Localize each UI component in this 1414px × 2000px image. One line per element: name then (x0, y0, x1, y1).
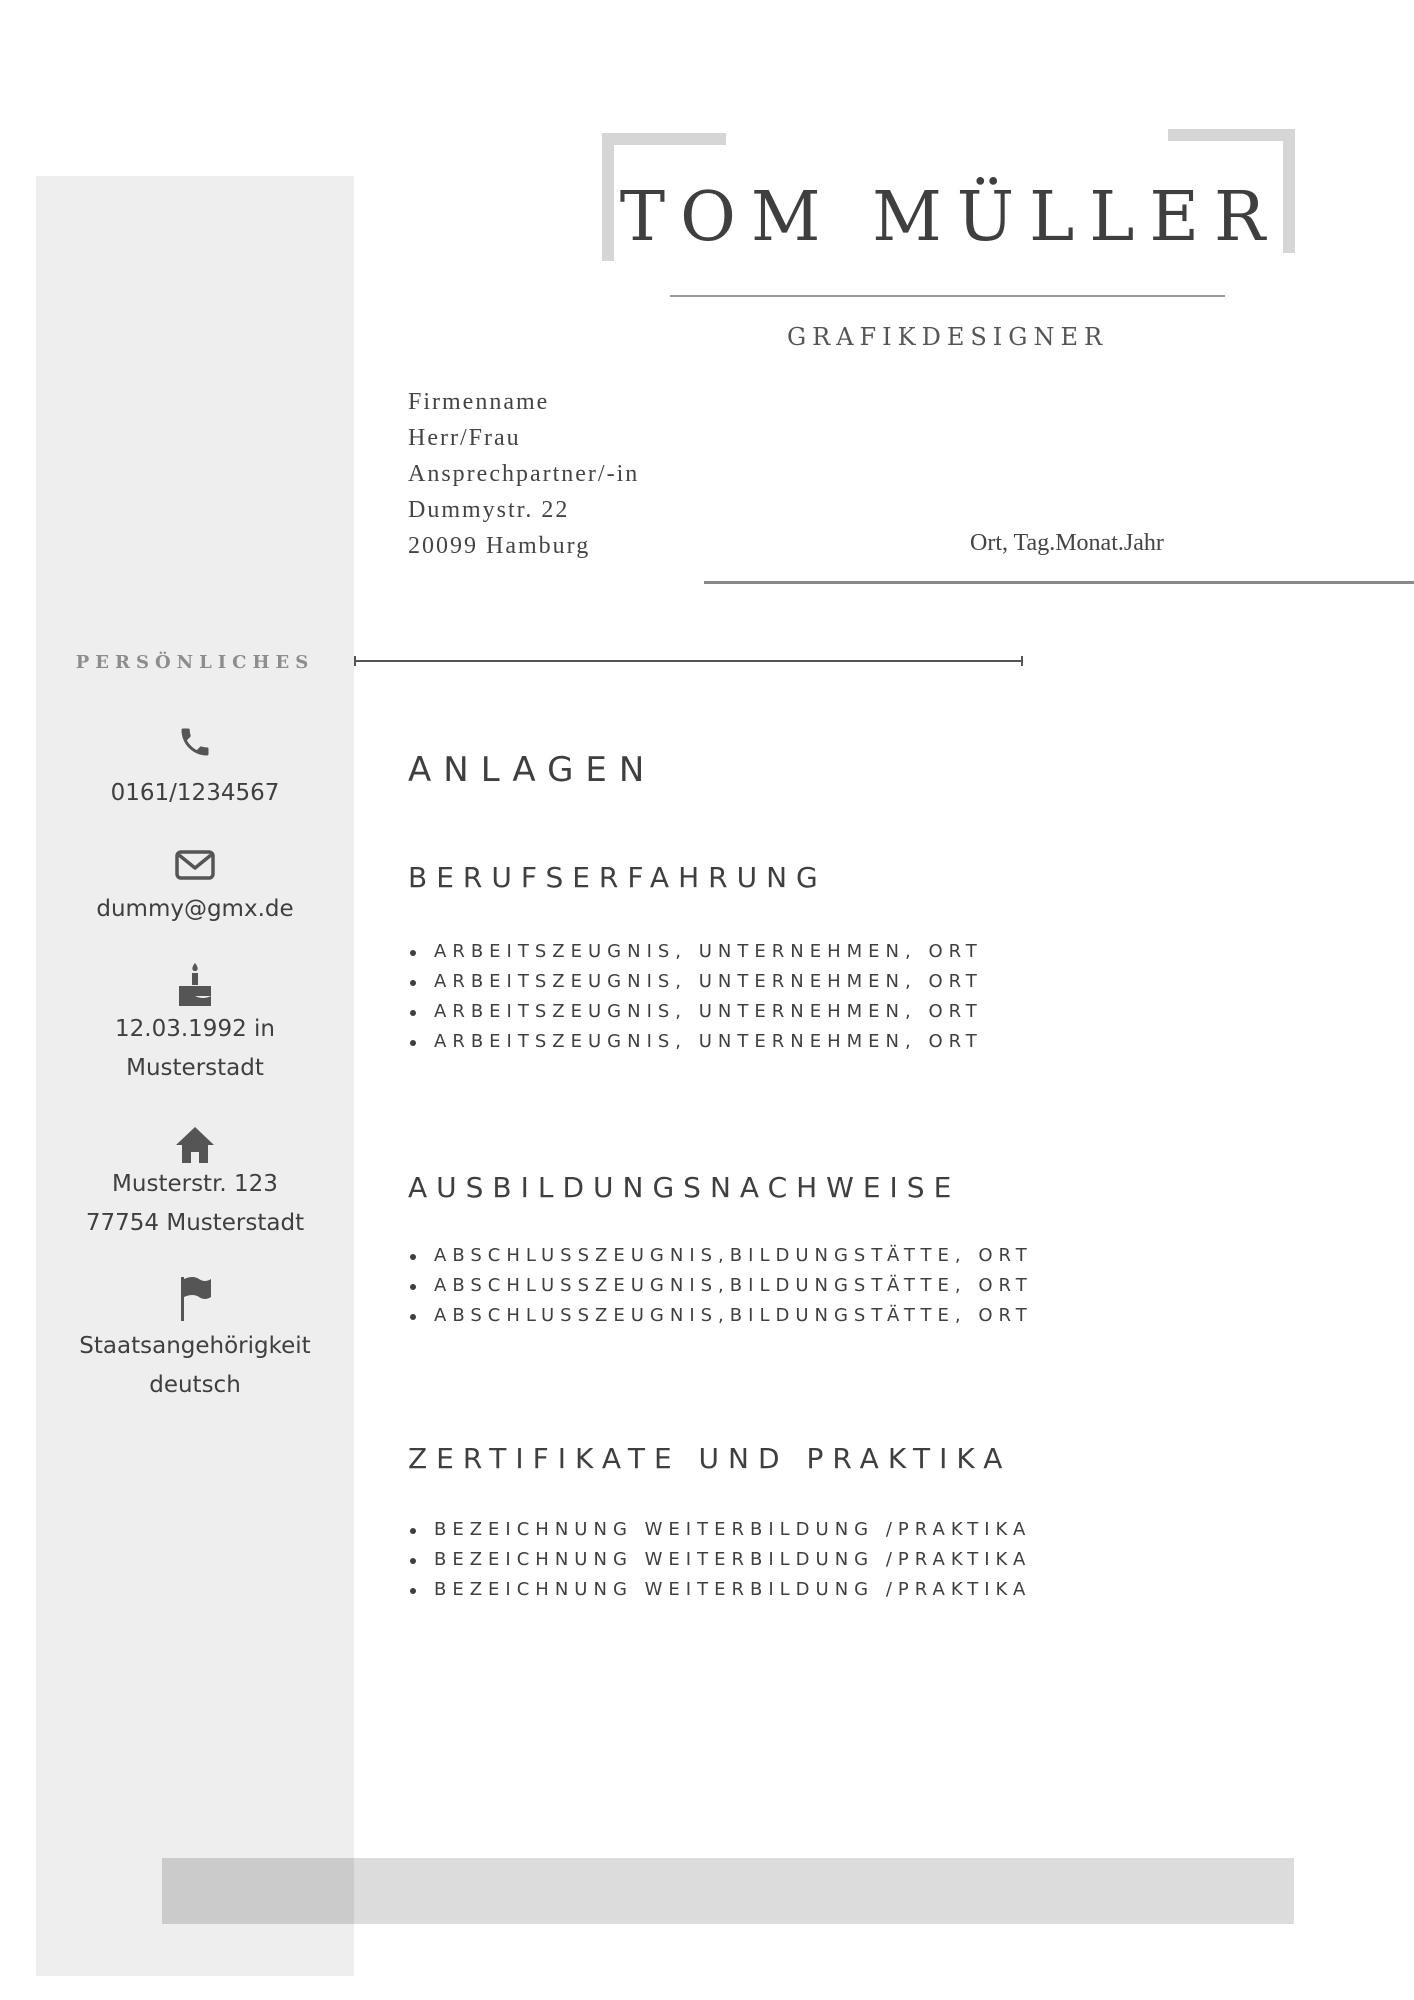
recipient-city: 20099 Hamburg (408, 533, 591, 559)
recipient-street: Dummystr. 22 (408, 497, 570, 523)
recipient-address (408, 384, 639, 564)
list-item: ABSCHLUSSZEUGNIS,BILDUNGSTÄTTE, ORT (408, 1271, 1033, 1301)
flag-icon (175, 1275, 215, 1323)
list-item: BEZEICHNUNG WEITERBILDUNG /PRAKTIKA (408, 1545, 1031, 1575)
contact-birth (36, 962, 354, 1088)
recipient-contact: Ansprechpartner/-in (408, 461, 640, 487)
attachments-title: ANLAGEN (408, 750, 657, 790)
list-item: ARBEITSZEUGNIS, UNTERNEHMEN, ORT (408, 967, 983, 997)
address-street: Musterstr. 123 (112, 1171, 278, 1197)
house-icon (174, 1125, 216, 1165)
list-item: ARBEITSZEUGNIS, UNTERNEHMEN, ORT (408, 937, 983, 967)
section-title-experience: BERUFSERFAHRUNG (408, 861, 827, 894)
contact-nationality (36, 1275, 354, 1405)
contact-email (36, 848, 354, 929)
nationality-label: Staatsangehörigkeit (79, 1333, 311, 1359)
mail-icon (174, 848, 216, 882)
birth-date: 12.03.1992 in (115, 1016, 275, 1042)
contact-phone (36, 724, 354, 813)
experience-list (408, 937, 983, 1057)
education-list (408, 1241, 1033, 1331)
date-underline (704, 581, 1414, 584)
phone-icon (177, 724, 213, 760)
recipient-company: Firmenname (408, 389, 550, 415)
section-title-education: AUSBILDUNGSNACHWEISE (408, 1171, 961, 1204)
nationality-value: deutsch (149, 1372, 241, 1398)
contact-address (36, 1125, 354, 1243)
place-date: Ort, Tag.Monat.Jahr (970, 530, 1164, 556)
cake-icon (175, 962, 215, 1008)
certificates-list (408, 1515, 1031, 1605)
list-item: ARBEITSZEUGNIS, UNTERNEHMEN, ORT (408, 997, 983, 1027)
sidebar-heading: PERSÖNLICHES (75, 652, 315, 673)
phone-number: 0161/1234567 (110, 780, 280, 806)
applicant-name: TOM MÜLLER (619, 178, 1281, 257)
list-item: ARBEITSZEUGNIS, UNTERNEHMEN, ORT (408, 1027, 983, 1057)
address-city: 77754 Musterstadt (85, 1210, 305, 1236)
email-address: dummy@gmx.de (96, 896, 294, 922)
list-item: BEZEICHNUNG WEITERBILDUNG /PRAKTIKA (408, 1575, 1031, 1605)
list-item: ABSCHLUSSZEUGNIS,BILDUNGSTÄTTE, ORT (408, 1301, 1033, 1331)
list-item: BEZEICHNUNG WEITERBILDUNG /PRAKTIKA (408, 1515, 1031, 1545)
job-title: GRAFIKDESIGNER (786, 323, 1109, 351)
list-item: ABSCHLUSSZEUGNIS,BILDUNGSTÄTTE, ORT (408, 1241, 1033, 1271)
name-underline (670, 295, 1225, 297)
recipient-salutation: Herr/Frau (408, 425, 521, 451)
footer-bar-overlap (162, 1858, 354, 1924)
birth-place: Musterstadt (126, 1055, 264, 1081)
section-title-certificates: ZERTIFIKATE UND PRAKTIKA (408, 1442, 1012, 1475)
section-divider (355, 660, 1022, 662)
